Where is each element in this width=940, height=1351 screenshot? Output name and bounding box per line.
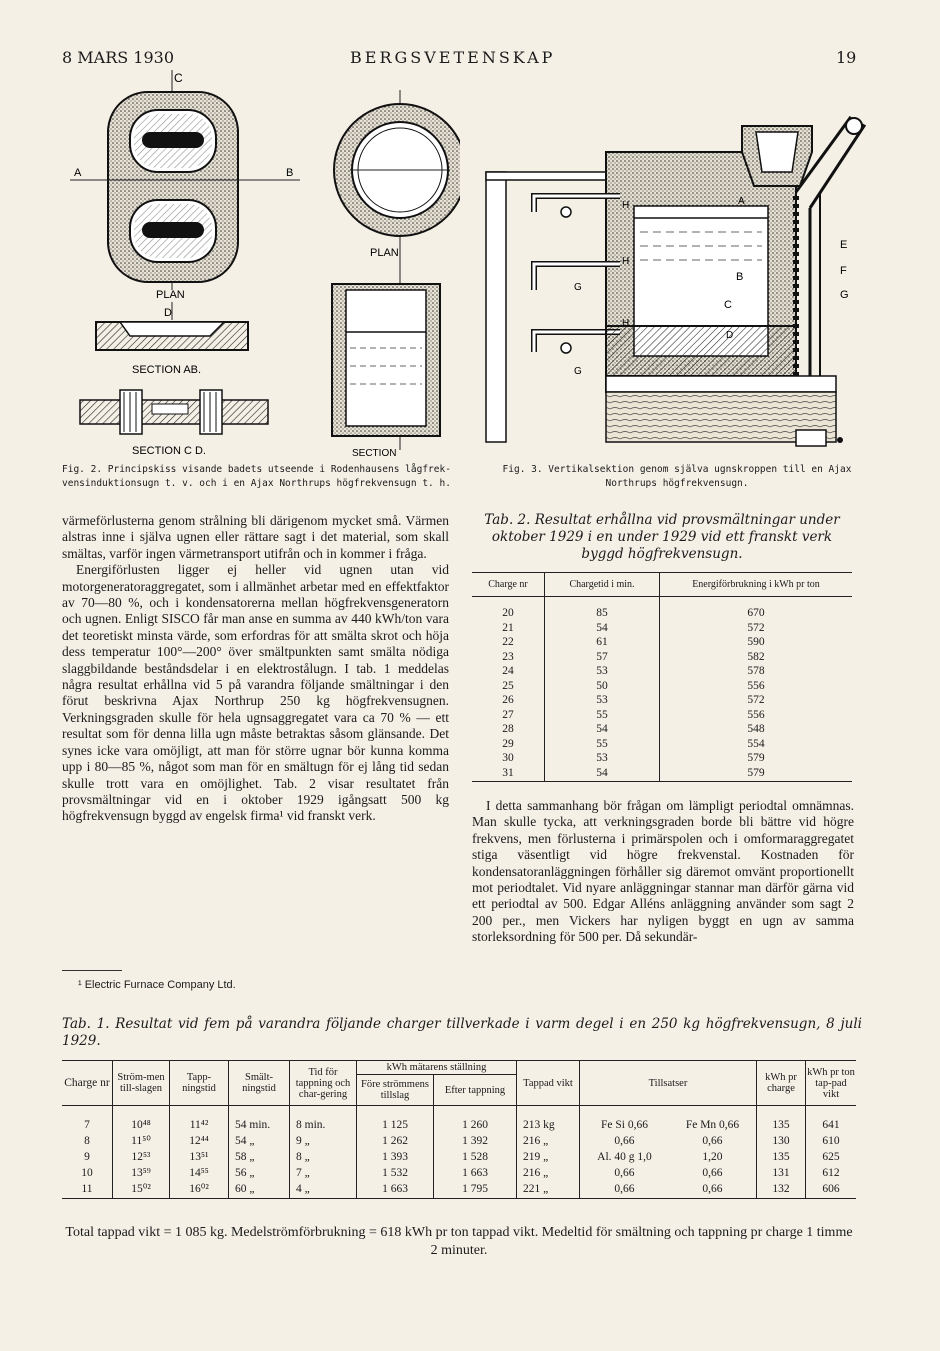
tab1-header-strom: Ström-men till-slagen [113,1061,170,1106]
tab1-cell-strom: 11⁵⁰ [113,1134,170,1150]
fig3-label-g3: G [574,366,582,377]
fig3-label-f: F [840,265,847,277]
tab1-cell-efter: 1 260 [434,1106,517,1135]
tab2-body [472,597,852,782]
tab2-cell-energy: 556 [747,708,765,721]
tab1-cell-till2: 1,20 [669,1150,757,1166]
tab1-cell-till1: 0,66 [614,1167,635,1179]
tab1-header-tid: Tid för tappning och char-gering [290,1061,357,1106]
fig3-label-a: A [738,196,745,207]
tab1-cell-tappad: 221 „ [517,1182,580,1199]
tab1-cell-smalt: 56 „ [229,1166,290,1182]
tab2-cell-charge: 30 [502,752,514,764]
tab1-cell-strom: 15⁰² [113,1182,170,1199]
tab1-header-tappad: Tappad vikt [517,1061,580,1106]
tab2-cell-charge: 25 [502,679,514,692]
tab1-cell-charge: 7 [62,1106,113,1135]
tab1-cell-efter: 1 392 [434,1134,517,1150]
tab2-row [472,767,852,782]
tab2-row [472,651,852,666]
tab2-row [472,723,852,738]
fig2-label-plan-right: PLAN [370,247,399,259]
tab1-cell-tappad: 219 „ [517,1150,580,1166]
tab2-cell-energy: 579 [747,766,765,779]
tab1-cell-charge: 11 [62,1182,113,1199]
tab2-header-time: Chargetid i min. [545,573,660,597]
tab1-cell-strom: 10⁴⁸ [113,1106,170,1135]
tab1-cell-efter: 1 663 [434,1166,517,1182]
left-column-text [62,513,449,825]
tab1-title: Tab. 1. Resultat vid fem på varandra följande charger tillverkade i varm degel i en 250 kg högfrekvensugn, 8 juli 1929. [62,1016,862,1049]
fig2-label-d: D [164,307,172,319]
tab1-cell-tid: 9 „ [290,1134,357,1150]
tab2-row [472,709,852,724]
tab2-row [472,738,852,753]
tab1-row [62,1106,856,1135]
tab2-cell-charge: 28 [502,723,514,735]
figure-3-caption: Fig. 3. Vertikalsektion genom själva ugnskroppen till en Ajax Northrups högfrekvensugn. [502,464,852,489]
fig2-label-section-cd: SECTION C D. [132,445,206,457]
tab1-cell-tid: 4 „ [290,1182,357,1199]
tab1-cell-smalt: 54 „ [229,1134,290,1150]
tab1-cell-strom: 13⁵⁹ [113,1166,170,1182]
tab2-row [472,680,852,695]
tab2-cell-time: 53 [545,694,660,709]
tab1-header-efter: Efter tappning [434,1075,517,1106]
tab1-cell-strom: 12⁵³ [113,1150,170,1166]
tab1-cell-fore: 1 393 [357,1150,434,1166]
fig3-label-h1: H [622,200,630,211]
tab2-cell-energy: 590 [747,636,765,648]
tab1-total: Total tappad vikt = 1 085 kg. Medelströmförbrukning = 618 kWh pr ton tappad vikt. Medeltid för smältning och tappning pr charge 1 timme 2 minuter. [65,1225,853,1258]
tab1-cell-tapp: 11⁴² [170,1106,229,1135]
tab1-cell-kwht: 641 [822,1119,840,1131]
tab2-cell-time: 50 [545,680,660,695]
tab2-cell-charge: 29 [502,737,514,750]
fig3-label-g1: G [840,289,849,301]
tab1-cell-fore: 1 262 [357,1134,434,1150]
fig2-label-c: C [174,71,183,85]
tab1-cell-till2: Fe Mn 0,66 [669,1106,757,1135]
fig3-label-e: E [840,239,848,251]
tab2-cell-time: 54 [545,622,660,637]
figure-2-caption: Fig. 2. Principskiss visande badets utseende i Rodenhausens lågfrek-vensinduktionsugn t. v. och i en Ajax Northrups högfrekvensugn t. h. [62,464,451,489]
tab1-cell-tid: 8 „ [290,1150,357,1166]
tab2-cell-energy: 554 [747,737,765,750]
tab2-cell-time: 61 [545,636,660,651]
fig2-label-plan-left: PLAN [156,289,185,301]
tab2-row [472,694,852,709]
tab2-row [472,752,852,767]
tab1-cell-smalt: 58 „ [229,1150,290,1166]
fig2-label-section: SECTION [352,448,397,459]
tab1-cell-till1: 0,66 [614,1135,635,1147]
tab1-cell-till1: Al. 40 g 1,0 [597,1151,652,1163]
tab2-cell-time: 54 [545,723,660,738]
tab2-header-charge: Charge nr [488,579,528,590]
tab1-header-charge: Charge nr [62,1061,113,1106]
tab2-cell-charge: 27 [502,708,514,721]
left-paragraph-1: värmeförlusterna genom strålning bli därigenom mycket små. Värmen alstras inne i själva ugnen eller rättare sagt i det material, som skall smältas, varför ingen värmetransport utifrån och in kommer i fråga. [62,513,449,561]
tab1-cell-kwhc: 135 [757,1150,806,1166]
tab1-cell-tapp: 14⁵⁵ [170,1166,229,1182]
tab2-row [472,636,852,651]
tab1-cell-till1: 0,66 [614,1183,635,1195]
tab2-cell-energy: 582 [747,650,765,663]
tab1-cell-charge: 9 [62,1150,113,1166]
tab1-cell-fore: 1 663 [357,1182,434,1199]
tab1-cell-tappad: 213 kg [517,1106,580,1135]
tab2-cell-time: 57 [545,651,660,666]
tab1-cell-smalt: 54 min. [229,1106,290,1135]
tab2-cell-charge: 23 [502,650,514,663]
tab1-cell-charge: 10 [62,1166,113,1182]
tab2-cell-time: 85 [545,597,660,622]
tab2-cell-time: 53 [545,665,660,680]
fig2-label-section-ab: SECTION AB. [132,364,202,376]
tab1-cell-till2: 0,66 [669,1182,757,1199]
tab2-table [472,572,852,782]
tab2-cell-charge: 31 [502,766,514,779]
fig3-label-h3: H [622,318,630,329]
fig3-label-d: D [726,330,734,341]
tab1-cell-kwht: 625 [822,1151,840,1163]
header-date: 8 MARS 1930 [62,48,175,67]
tab2-cell-time: 55 [545,709,660,724]
right-column-text [472,798,854,946]
fig3-label-g2: G [574,282,582,293]
tab1-cell-efter: 1 795 [434,1182,517,1199]
tab1-table [62,1060,856,1199]
fig3-label-b: B [736,271,744,283]
tab1-row [62,1150,856,1166]
tab1-cell-till2: 0,66 [669,1134,757,1150]
tab2-cell-energy: 556 [747,679,765,692]
footnote: ¹ Electric Furnace Company Ltd. [78,979,236,991]
tab1-cell-fore: 1 532 [357,1166,434,1182]
tab1-cell-charge: 8 [62,1134,113,1150]
tab2-cell-energy: 578 [747,665,765,677]
tab1-header-smalt: Smält-ningstid [229,1061,290,1106]
tab2-cell-energy: 548 [747,723,765,735]
tab1-cell-efter: 1 528 [434,1150,517,1166]
tab1-cell-kwhc: 131 [757,1166,806,1182]
tab1-cell-till1: Fe Si 0,66 [601,1119,648,1131]
tab1-cell-tapp: 12⁴⁴ [170,1134,229,1150]
tab1-cell-kwht: 610 [822,1135,840,1147]
tab2-row [472,622,852,637]
tab2-cell-time: 54 [545,767,660,782]
right-paragraph-1: I detta sammanhang bör frågan om lämpligt periodtal omnämnas. Man skulle tycka, att verkningsgraden borde bli bättre vid högre frekvens, men förlusterna i primärspolen och i omformaraggregatet stiga väsentligt vid högre frekvenstal. Kostnaden för kondensatoranläggningen förhåller sig däremot omvänt proportionellt mot periodtalet. Vid nyare anläggningar stannar man därför gärna vid ett periodtal av 500. Edgar Alléns anläggning använder som sagt 2 200 per., men Vickers har nyligen byggt en ugn av samma storleksordning för 500 per. Då sekundär- [472,798,854,945]
tab1-cell-fore: 1 125 [357,1106,434,1135]
tab1-cell-tappad: 216 „ [517,1134,580,1150]
tab1-cell-kwht: 606 [822,1183,840,1195]
tab2-cell-charge: 26 [502,694,514,706]
fig2-label-a: A [74,167,82,179]
tab1-cell-kwhc: 132 [757,1182,806,1199]
tab1-cell-tid: 8 min. [290,1106,357,1135]
tab2-cell-time: 55 [545,738,660,753]
tab1-cell-tappad: 216 „ [517,1166,580,1182]
tab2-cell-charge: 24 [502,665,514,677]
tab1-header-tapp: Tapp-ningstid [170,1061,229,1106]
tab2-header-energy: Energiförbrukning i kWh pr ton [692,579,820,590]
tab1-cell-kwhc: 135 [757,1106,806,1135]
figure-3-drawing [480,112,875,457]
figure-2-drawing [60,70,460,460]
fig3-label-c: C [724,299,732,311]
footnote-rule [62,970,122,971]
left-paragraph-2: Energiförlusten ligger ej heller vid ugnen utan vid motorgeneratoraggregatet, som i allmänhet arbetar med en effektfaktor av 70—80 %, och i kondensatorerna mellan högfrekvensgeneratorn och ugnen. Enligt SISCO får man anse en summa av 440 kWh/ton vara det teoretiskt minsta värde, som erfordras för att smälta skrot och höja dess temperatur 100°—200° över smältpunkten samt smälta nödiga slaggbildande beståndsdelar i en elektrostålugn. I tab. 1 meddelas några resultat erhållna vid 5 på varandra följande smältningar i den förut beskrivna Ajax Northrup 250 kg högfrekvensugnen. Verkningsgraden skulle för hela ugnsaggregatet vara ca 70 % — ett resultat som för denna lilla ugn måste betraktas såsom glänsande. Det synes icke vara omöjligt, att man för större ugnar bör kunna komma upp i 80—85 %, något som man för en smältugn för ej lång tid sedan skulle trott vara en omöjlighet. Tab. 2 visar resultatet från provsmältningar vid en i oktober 1929 igångsatt 500 kg högfrekvensugn byggd av engelsk firma¹ vid franskt verk. [62,562,449,824]
tab2-cell-energy: 579 [747,752,765,764]
tab1-cell-kwht: 612 [822,1167,840,1179]
tab1-cell-tapp: 16⁰² [170,1182,229,1199]
tab2-cell-time: 53 [545,752,660,767]
tab2-cell-energy: 572 [747,694,765,706]
tab1-header-kwh-group: kWh mätarens ställning [357,1061,517,1075]
tab1-row [62,1182,856,1199]
tab1-row [62,1166,856,1182]
tab1-header-fore: Före strömmens tillslag [357,1075,434,1106]
tab1-cell-tid: 7 „ [290,1166,357,1182]
tab2-cell-charge: 22 [502,636,514,648]
tab1-header-tillsatser: Tillsatser [580,1061,757,1106]
tab1-cell-till2: 0,66 [669,1166,757,1182]
fig2-label-b: B [286,167,294,179]
tab2-cell-charge: 20 [502,607,514,619]
tab2-cell-charge: 21 [502,621,514,634]
journal-title: BERGSVETENSKAP [350,48,556,67]
tab1-header-kwh-charge: kWh pr charge [757,1061,806,1106]
fig3-label-h2: H [622,256,630,267]
page-number: 19 [836,48,857,67]
tab2-cell-energy: 572 [747,621,765,634]
tab1-body [62,1106,856,1199]
tab1-cell-smalt: 60 „ [229,1182,290,1199]
tab2-row [472,597,852,622]
tab1-cell-kwhc: 130 [757,1134,806,1150]
tab1-cell-tapp: 13⁵¹ [170,1150,229,1166]
tab1-header-kwh-ton: kWh pr ton tap-pad vikt [806,1061,857,1106]
tab2-title: Tab. 2. Resultat erhållna vid provsmältningar under oktober 1929 i en under 1929 vid ett franskt verk byggd högfrekvensugn. [484,512,840,562]
tab1-row [62,1134,856,1150]
tab2-cell-energy: 670 [747,607,765,619]
tab2-row [472,665,852,680]
